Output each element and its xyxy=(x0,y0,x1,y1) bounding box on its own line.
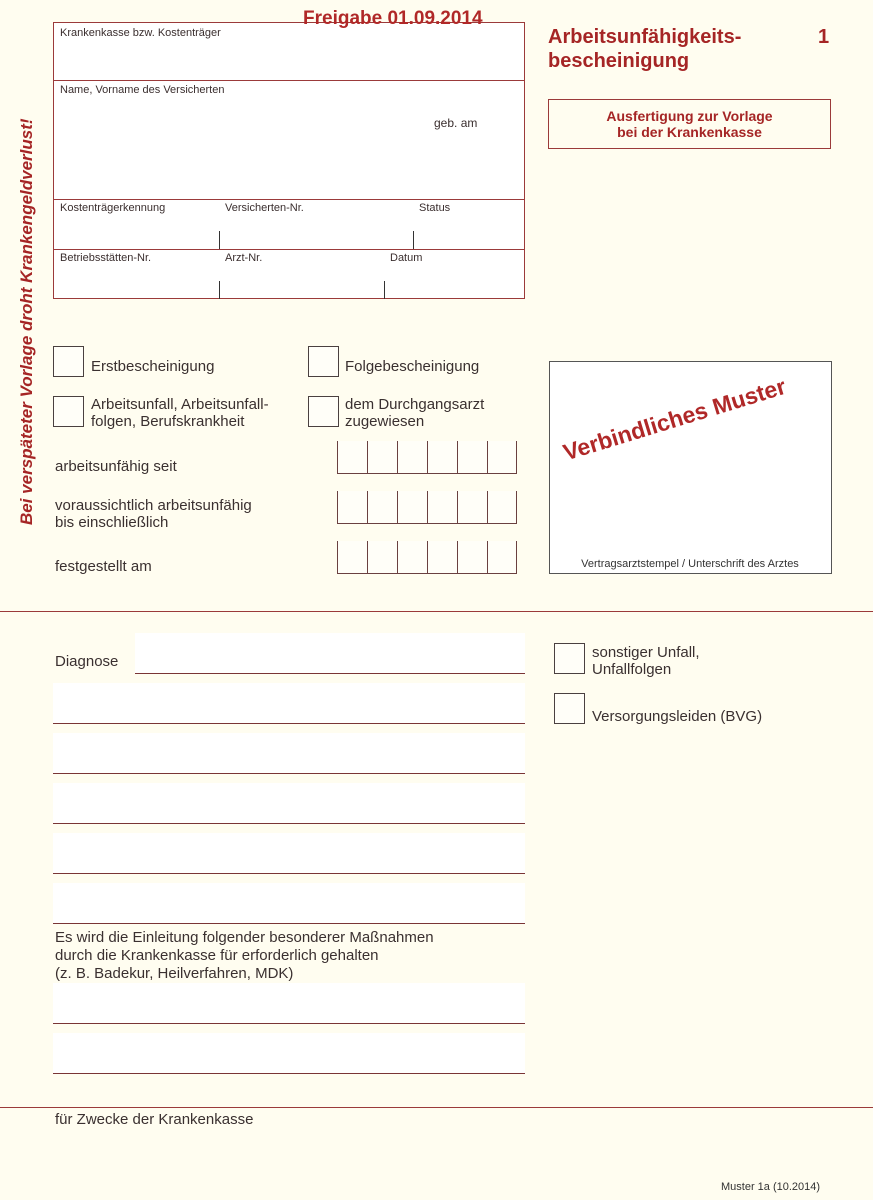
measures-text-line3: (z. B. Badekur, Heilverfahren, MDK) xyxy=(55,965,294,982)
determined-on-label: festgestellt am xyxy=(55,558,152,575)
date-digit-cell[interactable] xyxy=(457,541,487,574)
date-digit-cell[interactable] xyxy=(337,441,367,474)
date-digit-cell[interactable] xyxy=(427,541,457,574)
measures-text-line2: durch die Krankenkasse für erforderlich gehalten xyxy=(55,947,379,964)
date-digit-cell[interactable] xyxy=(427,441,457,474)
other-accident-label-line1: sonstiger Unfall, xyxy=(592,644,700,661)
pension-injury-label: Versorgungsleiden (BVG) xyxy=(592,708,763,725)
name-label: Name, Vorname des Versicherten xyxy=(60,84,225,96)
diagnosis-line xyxy=(53,823,525,824)
date-digit-cell[interactable] xyxy=(457,441,487,474)
form-title-line1: Arbeitsunfähigkeits- xyxy=(548,26,742,48)
diagnosis-continuation-field[interactable] xyxy=(53,883,525,923)
insurer-id-label: Kostenträgerkennung xyxy=(60,202,166,214)
doctor-no-label: Arzt-Nr. xyxy=(225,252,263,264)
measures-line xyxy=(53,1073,525,1074)
date-digit-cell[interactable] xyxy=(457,491,487,524)
measures-field[interactable] xyxy=(53,1033,525,1073)
specimen-watermark: Verbindliches Muster xyxy=(560,372,789,466)
work-accident-label-line1: Arbeitsunfall, Arbeitsunfall- xyxy=(91,396,269,413)
date-digit-cell[interactable] xyxy=(487,441,517,474)
diagnosis-label: Diagnose xyxy=(55,653,119,670)
copy-purpose-line1: Ausfertigung zur Vorlage xyxy=(606,108,773,124)
diagnosis-line xyxy=(53,873,525,874)
insurance-data-box xyxy=(53,22,525,299)
diagnosis-field[interactable] xyxy=(135,633,525,673)
tick-mark xyxy=(219,231,220,249)
d-doctor-checkbox[interactable] xyxy=(308,396,339,427)
diagnosis-continuation-field[interactable] xyxy=(53,783,525,823)
date-digit-cell[interactable] xyxy=(367,441,397,474)
date-digit-cell[interactable] xyxy=(397,541,427,574)
date-digit-cell[interactable] xyxy=(487,541,517,574)
diagnosis-line xyxy=(53,723,525,724)
side-warning-text: Bei verspäteter Vorlage droht Krankengeldverlust! xyxy=(17,118,36,525)
d-doctor-label-line2: zugewiesen xyxy=(345,413,425,430)
determined-on-date-field[interactable] xyxy=(337,541,517,574)
work-accident-label-line2: folgen, Berufskrankheit xyxy=(91,413,245,430)
other-accident-label-line2: Unfallfolgen xyxy=(592,661,672,678)
follow-up-certificate-checkbox[interactable] xyxy=(308,346,339,377)
diagnosis-line xyxy=(53,773,525,774)
diagnosis-line xyxy=(135,673,525,674)
date-digit-cell[interactable] xyxy=(337,541,367,574)
tick-mark xyxy=(413,231,414,249)
insurer-label: Krankenkasse bzw. Kostenträger xyxy=(60,27,221,39)
name-field[interactable] xyxy=(54,81,524,199)
insurer-purpose-label: für Zwecke der Krankenkasse xyxy=(55,1111,254,1128)
unfit-until-date-field[interactable] xyxy=(337,491,517,524)
divider xyxy=(54,249,524,250)
divider xyxy=(54,199,524,200)
unfit-since-date-field[interactable] xyxy=(337,441,517,474)
birthdate-label: geb. am xyxy=(434,116,478,130)
follow-up-certificate-label: Folgebescheinigung xyxy=(345,358,480,375)
unfit-until-label-line2: bis einschließlich xyxy=(55,514,169,531)
unfit-since-label: arbeitsunfähig seit xyxy=(55,458,177,475)
measures-text-line1: Es wird die Einleitung folgender besonderer Maßnahmen xyxy=(55,929,434,946)
date-digit-cell[interactable] xyxy=(427,491,457,524)
diagnosis-line xyxy=(53,923,525,924)
insurer-field[interactable] xyxy=(54,23,524,80)
first-certificate-checkbox[interactable] xyxy=(53,346,84,377)
first-certificate-label: Erstbescheinigung xyxy=(91,358,215,375)
date-digit-cell[interactable] xyxy=(397,441,427,474)
diagnosis-continuation-field[interactable] xyxy=(53,683,525,723)
form-id-label: Muster 1a (10.2014) xyxy=(721,1181,821,1193)
diagnosis-continuation-field[interactable] xyxy=(53,833,525,873)
measures-line xyxy=(53,1023,525,1024)
insured-no-label: Versicherten-Nr. xyxy=(225,202,304,214)
diagnosis-continuation-field[interactable] xyxy=(53,733,525,773)
form-title-line2: bescheinigung xyxy=(548,50,690,72)
copy-purpose-line2: bei der Krankenkasse xyxy=(617,124,762,140)
pension-injury-checkbox[interactable] xyxy=(554,693,585,724)
form-copy-number: 1 xyxy=(818,26,830,48)
status-label: Status xyxy=(419,202,451,214)
date-label: Datum xyxy=(390,252,423,264)
tick-mark xyxy=(384,281,385,299)
date-digit-cell[interactable] xyxy=(337,491,367,524)
unfit-until-label-line1: voraussichtlich arbeitsunfähig xyxy=(55,497,252,514)
date-digit-cell[interactable] xyxy=(367,541,397,574)
doctor-stamp-box[interactable] xyxy=(549,361,832,574)
d-doctor-label-line1: dem Durchgangsarzt xyxy=(345,396,485,413)
other-accident-checkbox[interactable] xyxy=(554,643,585,674)
doctor-stamp-caption: Vertragsarztstempel / Unterschrift des Arztes xyxy=(581,558,799,570)
site-no-label: Betriebsstätten-Nr. xyxy=(60,252,152,264)
date-digit-cell[interactable] xyxy=(487,491,517,524)
section-divider xyxy=(0,611,873,612)
tick-mark xyxy=(219,281,220,299)
work-accident-checkbox[interactable] xyxy=(53,396,84,427)
measures-field[interactable] xyxy=(53,983,525,1023)
copy-purpose-box xyxy=(548,99,831,149)
date-digit-cell[interactable] xyxy=(397,491,427,524)
release-stamp: Freigabe 01.09.2014 xyxy=(303,8,483,29)
section-divider xyxy=(0,1107,873,1108)
date-digit-cell[interactable] xyxy=(367,491,397,524)
